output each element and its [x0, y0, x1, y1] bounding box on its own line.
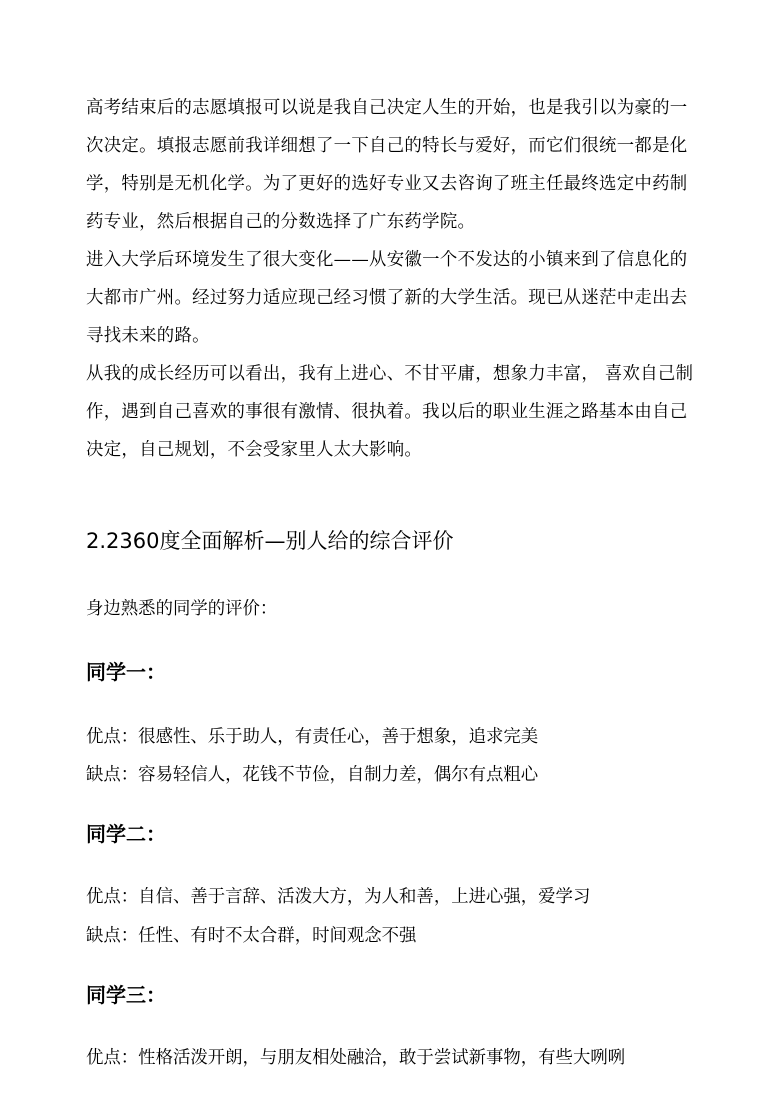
paragraph-university: [86, 241, 698, 355]
section-title: 2.2360度全面解析—别人给的综合评价: [86, 529, 454, 553]
text-line: 药专业，然后根据自己的分数选择了广东药学院。: [86, 212, 476, 232]
text-line: 大都市广州。经过努力适应现己经习惯了新的大学生活。现已从迷茫中走出去: [86, 288, 688, 308]
intro-text: 身边熟悉的同学的评价：: [86, 599, 278, 619]
text-line: 次决定。填报志愿前我详细想了一下自己的特长与爱好，而它们很统一都是化: [86, 136, 688, 156]
text-line: 进入大学后环境发生了很大变化——从安徽一个不发达的小镇来到了信息化的: [86, 250, 688, 270]
paragraph-volunteer: [86, 89, 698, 241]
text-line: 寻找未来的路。: [86, 326, 210, 346]
text-line: 高考结束后的志愿填报可以说是我自己决定人生的开始，也是我引以为豪的一: [86, 98, 688, 118]
classmate-one-pros: 优点：很感性、乐于助人，有责任心，善于想象，追求完美: [86, 727, 539, 747]
text-line: 从我的成长经历可以看出，我有上进心、不甘平庸，想象力丰富， 喜欢自己制: [86, 364, 694, 384]
paragraph-growth: [86, 355, 698, 469]
classmate-one-heading: 同学一：: [86, 660, 166, 684]
classmate-two-heading: 同学二：: [86, 822, 166, 846]
classmate-two-pros: 优点：自信、善于言辞、活泼大方，为人和善，上进心强，爱学习: [86, 887, 591, 907]
text-line: 学，特别是无机化学。为了更好的选好专业又去咨询了班主任最终选定中药制: [86, 174, 688, 194]
classmate-two-cons: 缺点：任性、有时不太合群，时间观念不强: [86, 926, 417, 946]
text-line: 作，遇到自己喜欢的事很有激情、很执着。我以后的职业生涯之路基本由自己: [86, 402, 688, 422]
classmate-one-cons: 缺点：容易轻信人，花钱不节俭，自制力差，偶尔有点粗心: [86, 765, 539, 785]
classmate-three-heading: 同学三：: [86, 983, 166, 1007]
text-line: 决定，自己规划，不会受家里人太大影响。: [86, 440, 423, 460]
classmate-three-pros: 优点：性格活泼开朗，与朋友相处融洽，敢于尝试新事物，有些大咧咧: [86, 1048, 626, 1068]
